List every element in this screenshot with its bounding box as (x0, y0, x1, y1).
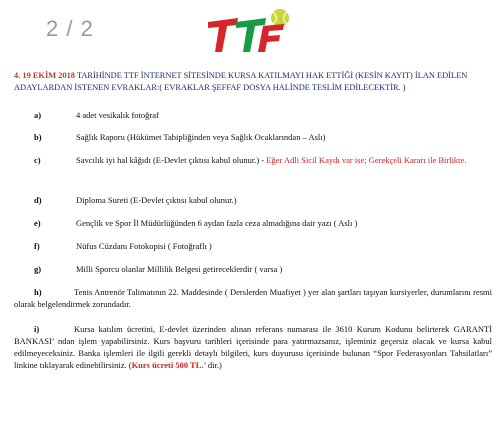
list-item-i: i) Kursa katılım ücretini, E-devlet üzerinden alınan referans numarası ile 3610 Kurum Kodunu belirterek GARANTİ BANKASI’ ndan işlem yapabilirsiniz. Kurs başvuru tarihleri içerisinde para yatırmazsanız, işleminiz geçersiz olacak ve kursa kabul edilmeyeceksiniz. Banka işlemleri ile ilgili gerekli detaylı bilgileri, kurs duyurusu içerisinde bulunan “Spor Federasyonları Tahsilatları” linkine tıklayarak edinebilirsiniz. (Kurs ücreti 500 TL.’ dir.) (14, 324, 492, 370)
tennis-ball-icon (271, 9, 289, 27)
intro-text: TARİHİNDE TTF İNTERNET SİTESİNDE KURSA KATILMAYI HAK ETTİĞİ (KESİN KAYIT) İLAN EDİLEN ADAYLARDAN İSTENEN EVRAKLAR:( EVRAKLAR ŞEFFAF DOSYA HALİNDE TESLİM EDİLECEKTİR. ) (14, 71, 468, 92)
intro-paragraph (14, 70, 490, 94)
intro-number: 4. 19 EKİM 2018 (14, 71, 75, 80)
red-note: Eğer Adli Sicil Kaydı var ise; Gerekçeli Kararı ile Birlikte. (266, 155, 467, 165)
ttf-logo (200, 6, 296, 56)
list-item: c) Savcılık iyi hal kâğıdı (E-Devlet çıktısı kabul olunur.) - Eğer Adli Sicil Kaydı var ise; Gerekçeli Kararı ile Birlikte. (34, 155, 467, 165)
course-fee: Kurs ücreti 500 TL. (131, 360, 204, 370)
page-number: 2 / 2 (46, 16, 94, 41)
list-item-h: h) Tenis Antrenör Talimatının 22. Maddesinde ( Derslerden Muafiyet ) yer alan şartları taşıyan kursiyerler, durumlarını resmi olarak belgelendirmek zorundadır. (14, 287, 492, 309)
